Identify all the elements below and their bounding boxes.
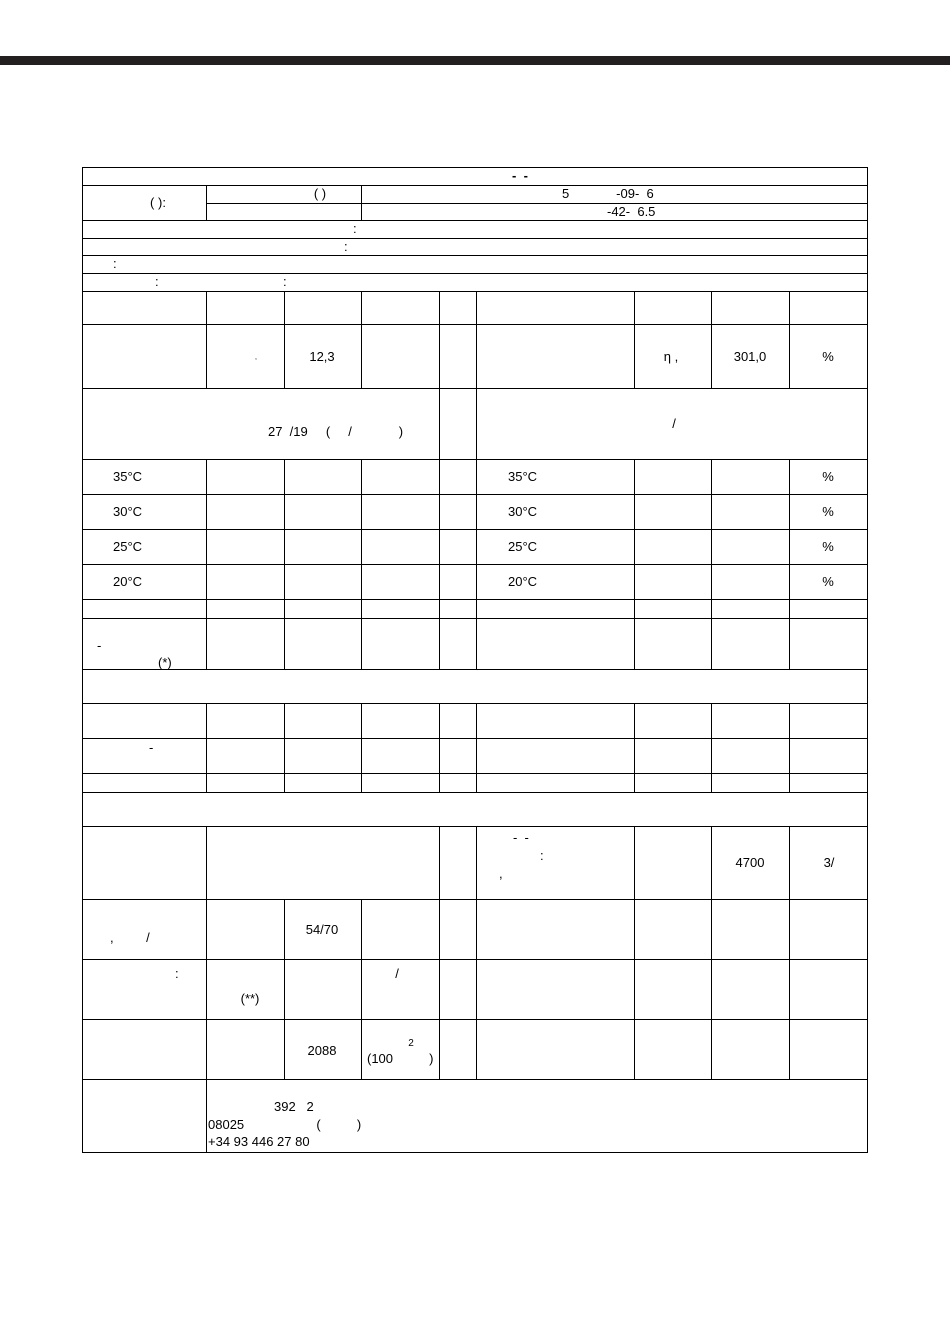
col-rule: [789, 826, 790, 899]
row-rule: [82, 291, 868, 292]
col-rule: [476, 388, 477, 459]
info-colon: :: [353, 221, 357, 236]
conditions-slash: /: [672, 416, 676, 431]
info-colon: :: [344, 239, 348, 254]
col-rule: [476, 826, 477, 899]
info-colon: :: [283, 274, 287, 289]
col-rule: [206, 703, 207, 792]
col-rule: [476, 703, 477, 792]
info-colon: :: [155, 274, 159, 289]
col-rule: [284, 899, 285, 1079]
col-rule: [206, 1079, 207, 1152]
table-border-left: [82, 167, 83, 1153]
col-rule: [361, 203, 362, 220]
table-border-right: [867, 167, 868, 1153]
temp-unit: %: [822, 469, 834, 484]
airflow-colon: :: [540, 848, 544, 863]
col-rule: [634, 703, 635, 792]
col-rule: [711, 291, 712, 388]
row-rule: [82, 669, 868, 670]
airflow-value: 4700: [735, 855, 765, 870]
outdoor-model-code: 5 -09- 6: [562, 186, 654, 201]
airflow-unit: 3/: [823, 855, 835, 870]
row-rule: [82, 1019, 868, 1020]
degradation-note: (*): [158, 655, 172, 670]
temp-unit: %: [822, 504, 834, 519]
noise-marks: , /: [110, 930, 150, 945]
row-rule: [82, 703, 868, 704]
col-rule: [284, 459, 285, 669]
col-rule: [361, 899, 362, 1079]
refrigerant-colon: :: [175, 966, 179, 981]
row-rule: [82, 618, 868, 619]
row-rule: [82, 1079, 868, 1080]
row-rule: [82, 324, 868, 325]
temp-label-left: 35°C: [113, 469, 143, 484]
gwp-superscript: 2: [408, 1038, 414, 1049]
col-rule: [789, 899, 790, 1079]
temp-label-left: 30°C: [113, 504, 143, 519]
temp-label-right: 25°C: [508, 539, 538, 554]
temp-label-right: 20°C: [508, 574, 538, 589]
row-rule: [82, 273, 868, 274]
col-rule: [284, 291, 285, 388]
col-rule: [711, 899, 712, 1079]
indoor-model-code: -42- 6.5: [607, 204, 656, 219]
rated-capacity-value: 12,3: [309, 349, 335, 364]
row-rule: [206, 203, 868, 204]
col-rule: [476, 459, 477, 669]
row-rule: [82, 494, 868, 495]
col-rule: [789, 703, 790, 792]
airflow-dashes: - -: [513, 830, 529, 845]
col-rule: [361, 291, 362, 388]
row-rule: [82, 220, 868, 221]
col-rule: [361, 459, 362, 669]
seasonal-efficiency-value: 301,0: [733, 349, 767, 364]
model-label: ( ):: [150, 195, 166, 210]
temp-label-left: 20°C: [113, 574, 143, 589]
col-rule: [361, 185, 362, 203]
info-colon: :: [113, 256, 117, 271]
capacity-mark: ,: [255, 354, 257, 361]
row-rule: [82, 792, 868, 793]
gwp-unit: (100 ): [367, 1051, 434, 1066]
col-rule: [634, 899, 635, 1079]
gwp-value: 2088: [307, 1043, 337, 1058]
efficiency-unit: %: [822, 349, 834, 364]
col-rule: [206, 291, 207, 388]
contact-postcode-line: 08025 ( ): [208, 1117, 362, 1132]
row-rule: [82, 459, 868, 460]
refrigerant-slash: /: [395, 966, 399, 981]
col-rule: [439, 826, 440, 899]
sound-power-value: 54/70: [305, 922, 339, 937]
airflow-comma: ,: [499, 866, 503, 881]
temp-label-right: 35°C: [508, 469, 538, 484]
col-rule: [206, 185, 207, 221]
row-rule: [82, 185, 868, 186]
col-rule: [711, 459, 712, 669]
row-rule: [82, 826, 868, 827]
col-rule: [206, 459, 207, 669]
degradation-dash: -: [97, 638, 102, 653]
col-rule: [439, 459, 440, 669]
row-rule: [82, 773, 868, 774]
temp-unit: %: [822, 574, 834, 589]
row-rule: [82, 167, 868, 168]
row-rule: [82, 238, 868, 239]
row-rule: [82, 564, 868, 565]
test-conditions: 27 /19 ( / ): [268, 424, 404, 439]
row-rule: [82, 255, 868, 256]
col-rule: [711, 703, 712, 792]
col-rule: [634, 291, 635, 388]
row-rule: [82, 899, 868, 900]
row-rule: [82, 1152, 868, 1153]
row-rule: [82, 959, 868, 960]
col-rule: [476, 899, 477, 1079]
contact-phone: +34 93 446 27 80: [208, 1134, 310, 1149]
refrigerant-note: (**): [240, 991, 260, 1006]
col-rule: [634, 826, 635, 899]
col-rule: [789, 459, 790, 669]
standby-dash: -: [149, 740, 154, 755]
table-title: - -: [512, 168, 528, 183]
col-rule: [206, 899, 207, 1079]
row-rule: [82, 738, 868, 739]
contact-address-line: 392 2: [274, 1099, 314, 1114]
row-rule: [82, 529, 868, 530]
col-rule: [439, 388, 440, 459]
temp-unit: %: [822, 539, 834, 554]
row-rule: [82, 388, 868, 389]
col-rule: [476, 291, 477, 388]
temp-label-right: 30°C: [508, 504, 538, 519]
col-rule: [206, 826, 207, 899]
col-rule: [361, 703, 362, 792]
temp-label-left: 25°C: [113, 539, 143, 554]
col-rule: [439, 899, 440, 1079]
row-rule: [82, 599, 868, 600]
efficiency-symbol: η ,: [663, 349, 679, 364]
col-rule: [439, 703, 440, 792]
col-rule: [284, 703, 285, 792]
col-rule: [439, 291, 440, 388]
col-rule: [711, 826, 712, 899]
col-rule: [634, 459, 635, 669]
col-rule: [789, 291, 790, 388]
model-paren: ( ): [313, 186, 327, 201]
